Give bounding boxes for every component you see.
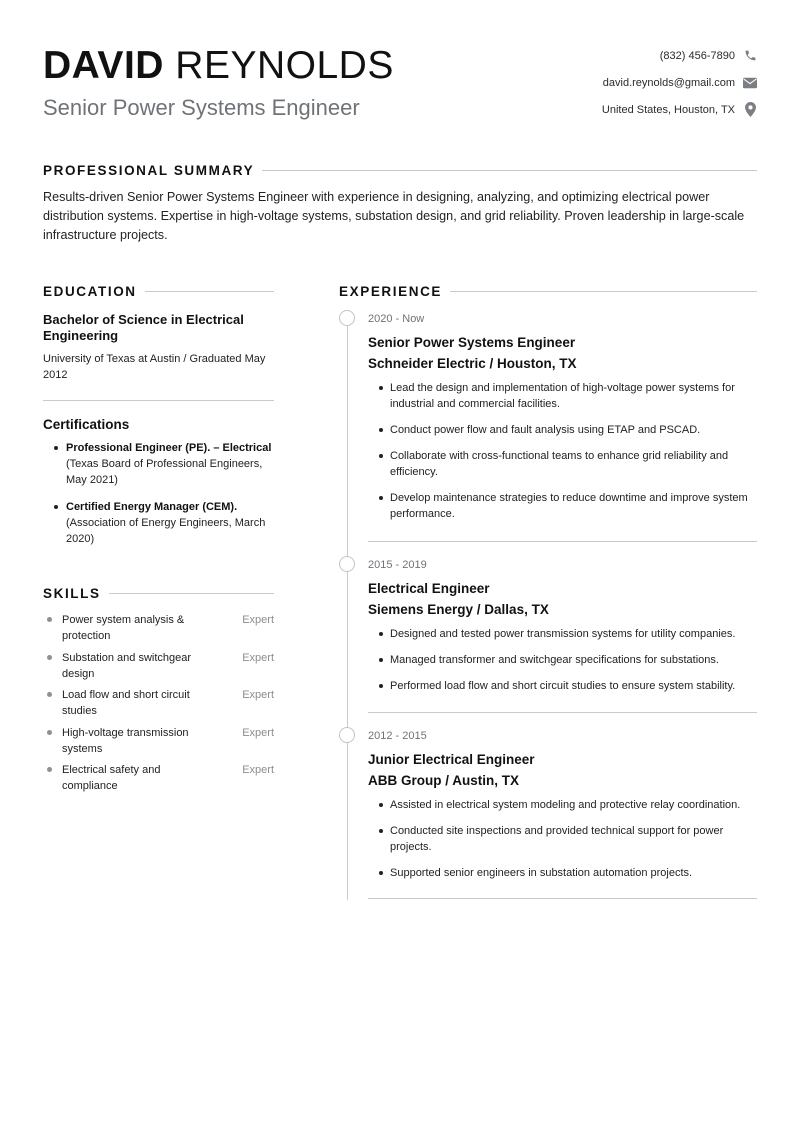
job-bullets (368, 626, 763, 694)
job-title: Senior Power Systems Engineer (368, 335, 576, 350)
list-item: Performed load flow and short circuit studies to ensure system stability. (368, 678, 763, 694)
cert-detail: (Texas Board of Professional Engineers, May 2021) (66, 458, 263, 486)
job-divider (368, 898, 757, 899)
summary-heading-rule (262, 170, 757, 171)
job-role: Senior Power Systems Engineer (43, 95, 360, 120)
bullet-dot (47, 692, 52, 697)
skill-level: Expert (242, 614, 274, 626)
phone-text: (832) 456-7890 (659, 49, 735, 62)
job-date: 2012 - 2015 (368, 730, 427, 742)
list-item: Lead the design and implementation of high-voltage power systems for industrial and commercial facilities. (368, 380, 763, 412)
education-heading-text: EDUCATION (43, 284, 137, 299)
skills-list (43, 612, 278, 800)
cert-name: Certified Energy Manager (CEM). (66, 501, 238, 513)
timeline-line (347, 318, 348, 900)
list-item: Develop maintenance strategies to reduce downtime and improve system performance. (368, 490, 763, 522)
skill-name: Power system analysis & protection (62, 614, 185, 642)
job-entry (368, 557, 763, 704)
last-name: REYNOLDS (175, 44, 394, 87)
location-text: United States, Houston, TX (601, 103, 735, 116)
skill-level: Expert (242, 726, 274, 739)
summary-heading (43, 163, 757, 178)
skills-heading (43, 586, 274, 601)
job-company: Siemens Energy / Dallas, TX (368, 602, 549, 617)
list-item: Assisted in electrical system modeling and protective relay coordination. (368, 797, 763, 813)
contact-block (457, 42, 757, 123)
skill-name: Electrical safety and compliance (62, 764, 161, 792)
contact-email[interactable] (457, 69, 757, 96)
skill-level: Expert (242, 764, 274, 776)
skill-name: Substation and switchgear design (62, 651, 192, 680)
bullet-dot (47, 655, 52, 660)
education-heading (43, 284, 274, 299)
first-name: DAVID (43, 44, 164, 87)
experience-heading-rule (450, 291, 757, 292)
school-text: University of Texas at Austin / Graduated May 2012 (43, 353, 266, 381)
timeline-marker (339, 727, 355, 743)
list-item: Conducted site inspections and provided technical support for power projects. (368, 823, 763, 855)
bullet-dot (47, 767, 52, 772)
list-item: Managed transformer and switchgear specifications for substations. (368, 652, 763, 668)
list-item: Collaborate with cross-functional teams to enhance grid reliability and efficiency. (368, 448, 763, 480)
job-date: 2020 - Now (368, 313, 425, 325)
education-divider (43, 400, 274, 401)
phone-icon (743, 49, 757, 63)
list-item: Conduct power flow and fault analysis using ETAP and PSCAD. (368, 422, 763, 438)
map-pin-icon (743, 103, 757, 117)
job-title: Electrical Engineer (368, 581, 490, 596)
summary-text: Results-driven Senior Power Systems Engineer with experience in designing, analyzing, and optimizing electrical power distribution systems. Expertise in high-voltage systems, substation design, and grid reliability. Proven leadership in large-scale infrastructure projects. (43, 190, 745, 242)
list-item (52, 499, 274, 547)
list-item: Supported senior engineers in substation automation projects. (368, 865, 763, 881)
list-item (43, 762, 278, 800)
contact-location (457, 96, 757, 123)
degree-title: Bachelor of Science in Electrical Engineering (43, 312, 244, 343)
list-item (43, 725, 278, 763)
contact-phone[interactable] (457, 42, 757, 69)
list-item (43, 650, 278, 688)
job-bullets (368, 380, 763, 522)
candidate-name (43, 44, 394, 88)
job-company: ABB Group / Austin, TX (368, 773, 519, 788)
job-bullets (368, 797, 763, 881)
skill-level: Expert (242, 689, 274, 701)
skill-level: Expert (242, 651, 274, 664)
bullet-dot (47, 617, 52, 622)
certifications-list (52, 440, 274, 558)
envelope-icon (743, 76, 757, 90)
job-entry (368, 728, 763, 891)
job-title: Junior Electrical Engineer (368, 752, 535, 767)
email-text: david.reynolds@gmail.com (602, 76, 735, 89)
summary-heading-text: PROFESSIONAL SUMMARY (43, 163, 255, 178)
job-company: Schneider Electric / Houston, TX (368, 356, 577, 371)
list-item (43, 687, 278, 725)
job-divider (368, 541, 757, 542)
education-heading-rule (145, 291, 274, 292)
skill-name: Load flow and short circuit studies (62, 689, 190, 717)
job-entry (368, 311, 763, 532)
experience-heading-text: EXPERIENCE (339, 284, 443, 299)
cert-name: Professional Engineer (PE). – Electrical (66, 442, 272, 454)
certifications-title: Certifications (43, 417, 130, 432)
cert-detail: (Association of Energy Engineers, March 2020) (66, 517, 266, 545)
experience-heading (339, 284, 757, 299)
bullet-dot (47, 730, 52, 735)
list-item (43, 612, 278, 650)
timeline-marker (339, 556, 355, 572)
list-item (52, 440, 274, 488)
skills-heading-rule (109, 593, 274, 594)
job-divider (368, 712, 757, 713)
skills-heading-text: SKILLS (43, 586, 101, 601)
job-date: 2015 - 2019 (368, 559, 427, 571)
skill-name: High-voltage transmission systems (62, 726, 189, 755)
list-item: Designed and tested power transmission systems for utility companies. (368, 626, 763, 642)
timeline-marker (339, 310, 355, 326)
